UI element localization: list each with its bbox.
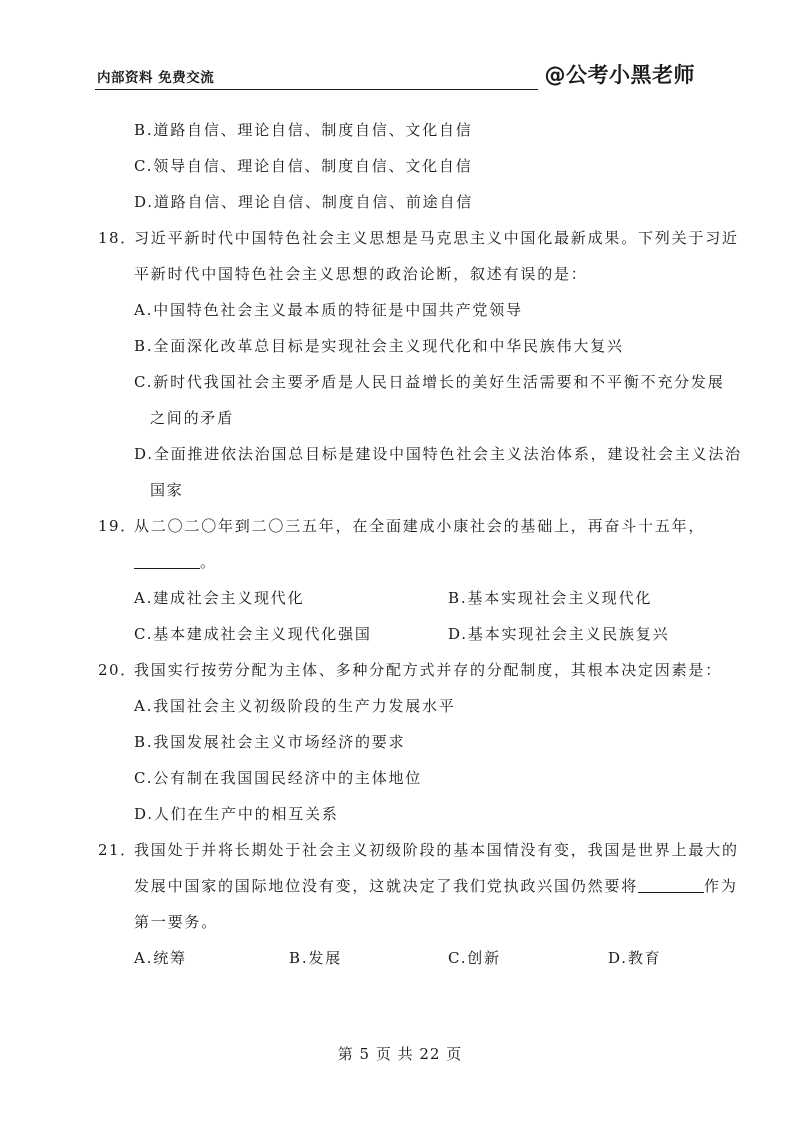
q19-number: 19． xyxy=(98,517,137,535)
q20-stem: 我国实行按劳分配为主体、多种分配方式并存的分配制度，其根本决定因素是： xyxy=(134,661,723,679)
q19-option-d: D.基本实现社会主义民族复兴 xyxy=(448,625,670,643)
q21-stem-line3: 第一要务。 xyxy=(134,913,219,931)
q21-option-b: B.发展 xyxy=(289,949,342,967)
q21-number: 21． xyxy=(98,841,137,859)
answer-blank xyxy=(638,878,704,893)
header-left-text: 内部资料 免费交流 xyxy=(97,70,215,86)
q18-option-b: B.全面深化改革总目标是实现社会主义现代化和中华民族伟大复兴 xyxy=(134,337,624,355)
q20-option-c: C.公有制在我国国民经济中的主体地位 xyxy=(134,769,423,787)
q21-stem-line2 xyxy=(134,876,738,896)
q19-stem-suffix: 。 xyxy=(200,553,217,571)
q18-stem-line2: 平新时代中国特色社会主义思想的政治论断，叙述有误的是： xyxy=(134,265,588,283)
q21-option-a: A.统筹 xyxy=(134,949,187,967)
q20-option-a: A.我国社会主义初级阶段的生产力发展水平 xyxy=(134,697,456,715)
q18-option-d-line1: D.全面推进依法治国总目标是建设中国特色社会主义法治体系，建设社会主义法治 xyxy=(134,445,742,463)
answer-blank xyxy=(134,554,200,569)
q18-option-c-line1: C.新时代我国社会主要矛盾是人民日益增长的美好生活需要和不平衡不充分发展 xyxy=(134,373,725,391)
q19-option-c: C.基本建成社会主义现代化强国 xyxy=(134,625,372,643)
q18-option-d-line2: 国家 xyxy=(150,481,184,499)
q18-option-c-line2: 之间的矛盾 xyxy=(150,409,235,427)
q18-number: 18． xyxy=(98,229,137,247)
q20-number: 20． xyxy=(98,661,137,679)
page-footer: 第 5 页 共 22 页 xyxy=(337,1045,463,1063)
header-rule xyxy=(95,89,538,90)
q17-option-c: C.领导自信、理论自信、制度自信、文化自信 xyxy=(134,157,473,175)
q17-option-b: B.道路自信、理论自信、制度自信、文化自信 xyxy=(134,121,473,139)
q20-option-d: D.人们在生产中的相互关系 xyxy=(134,805,339,823)
q19-stem-line1: 从二〇二〇年到二〇三五年，在全面建成小康社会的基础上，再奋斗十五年， xyxy=(134,517,706,535)
header-right-text: @公考小黑老师 xyxy=(544,63,695,87)
q19-option-b: B.基本实现社会主义现代化 xyxy=(448,589,653,607)
q21-stem-prefix: 发展中国家的国际地位没有变，这就决定了我们党执政兴国仍然要将 xyxy=(134,877,639,895)
q18-stem-line1: 习近平新时代中国特色社会主义思想是马克思主义中国化最新成果。下列关于习近 xyxy=(134,229,739,247)
q17-option-d: D.道路自信、理论自信、制度自信、前途自信 xyxy=(134,193,474,211)
q20-option-b: B.我国发展社会主义市场经济的要求 xyxy=(134,733,406,751)
q19-option-a: A.建成社会主义现代化 xyxy=(134,589,305,607)
q18-option-a: A.中国特色社会主义最本质的特征是中国共产党领导 xyxy=(134,301,523,319)
q21-stem-suffix: 作为 xyxy=(704,877,738,895)
q21-stem-line1: 我国处于并将长期处于社会主义初级阶段的基本国情没有变，我国是世界上最大的 xyxy=(134,841,739,859)
q21-option-d: D.教育 xyxy=(608,949,662,967)
q19-stem-line2 xyxy=(134,552,217,572)
q21-option-c: C.创新 xyxy=(448,949,501,967)
page-header xyxy=(95,58,695,90)
